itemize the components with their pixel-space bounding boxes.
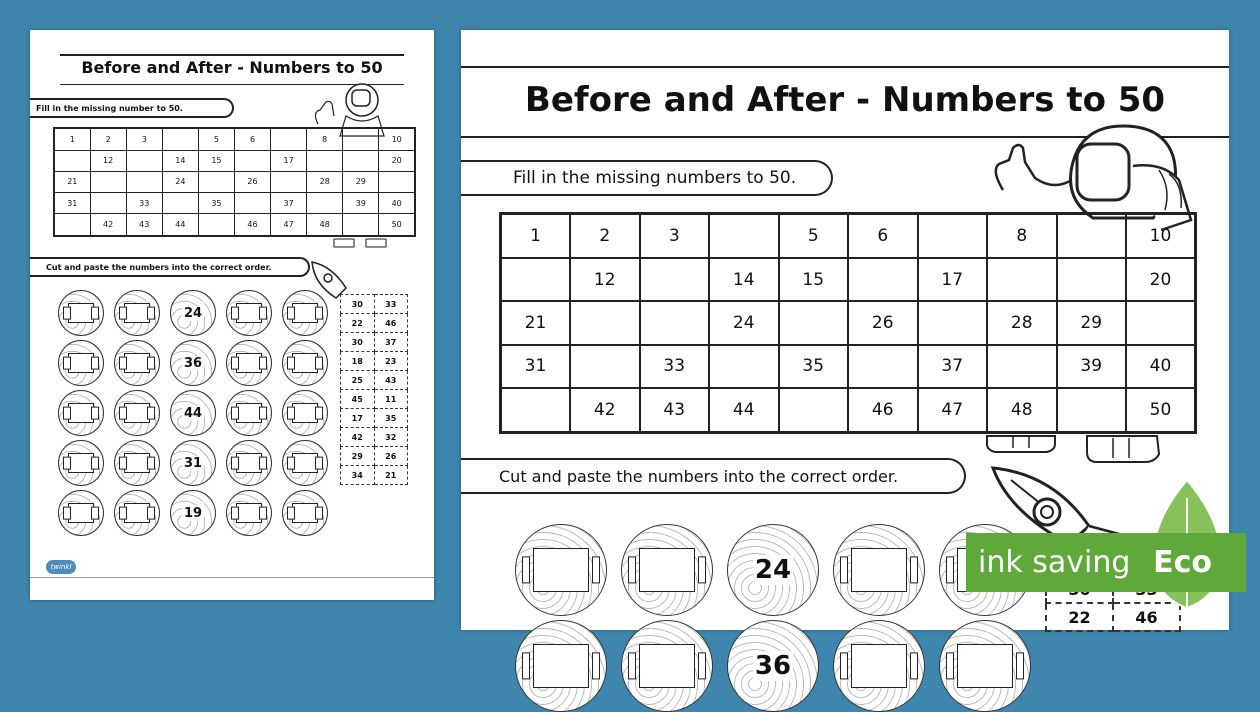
planet-circle xyxy=(282,390,328,436)
planet-circle xyxy=(621,524,713,616)
grid-cell: 33 xyxy=(126,193,162,214)
grid-row xyxy=(54,214,415,236)
grid-cell: 20 xyxy=(1126,258,1196,301)
planet-circle xyxy=(226,440,272,486)
grid-cell-blank xyxy=(779,301,849,344)
box-tab xyxy=(63,457,71,470)
grid-cell: 2 xyxy=(90,128,126,150)
grid-cell: 35 xyxy=(198,193,234,214)
cut-number: 30 xyxy=(341,295,375,314)
box-tab xyxy=(259,307,267,320)
box-tab xyxy=(147,307,155,320)
grid-cell: 24 xyxy=(709,301,779,344)
grid-cell: 12 xyxy=(90,150,126,171)
box-tab xyxy=(63,307,71,320)
planet-circle xyxy=(621,620,713,712)
planet-circle xyxy=(727,524,819,616)
box-tab xyxy=(231,407,239,420)
eco-label: Eco xyxy=(1153,545,1212,580)
box-tab xyxy=(628,652,636,679)
blank-answer-box xyxy=(639,548,695,592)
cut-number: 29 xyxy=(341,447,375,466)
cut-number: 46 xyxy=(1113,603,1180,631)
cut-number: 17 xyxy=(341,409,375,428)
grid-cell-blank xyxy=(987,345,1057,388)
grid-cell: 12 xyxy=(570,258,640,301)
box-tab xyxy=(287,457,295,470)
grid-cell: 37 xyxy=(918,345,988,388)
grid-cell: 8 xyxy=(307,128,343,150)
planet-circle xyxy=(114,340,160,386)
grid-cell-blank xyxy=(501,388,571,432)
grid-cell: 6 xyxy=(234,128,270,150)
number-grid xyxy=(499,212,1197,434)
planet-circle xyxy=(114,390,160,436)
planet-circle xyxy=(58,340,104,386)
grid-cell-blank xyxy=(343,128,379,150)
cut-instruction: Cut and paste the numbers into the correct order. xyxy=(461,458,966,494)
top-rule xyxy=(60,54,404,56)
cut-row xyxy=(341,333,408,352)
grid-cell-blank xyxy=(1057,258,1127,301)
worksheet-title-small: Before and After - Numbers to 50 xyxy=(81,58,383,77)
grid-cell-blank xyxy=(570,301,640,344)
grid-cell-blank xyxy=(379,171,415,192)
grid-cell: 31 xyxy=(501,345,571,388)
planet-circle xyxy=(170,390,216,436)
grid-cell: 48 xyxy=(987,388,1057,432)
box-tab xyxy=(315,357,323,370)
grid-cell-blank xyxy=(343,214,379,236)
cut-number: 30 xyxy=(341,333,375,352)
cut-row xyxy=(341,371,408,390)
box-tab xyxy=(946,652,954,679)
planet-circle xyxy=(58,390,104,436)
grid-cell: 46 xyxy=(848,388,918,432)
box-tab xyxy=(259,507,267,520)
grid-cell-blank xyxy=(234,150,270,171)
grid-row xyxy=(54,150,415,171)
box-tab xyxy=(698,652,706,679)
grid-cell: 15 xyxy=(779,258,849,301)
blank-answer-box xyxy=(851,644,907,688)
grid-cell-blank xyxy=(162,128,198,150)
cut-number: 32 xyxy=(374,428,408,447)
grid-cell: 46 xyxy=(234,214,270,236)
cut-number: 35 xyxy=(374,409,408,428)
fill-instruction: Fill in the missing numbers to 50. xyxy=(461,160,833,196)
planet-circle xyxy=(114,490,160,536)
cut-number: 26 xyxy=(374,447,408,466)
grid-cell: 3 xyxy=(126,128,162,150)
circle-number: 31 xyxy=(183,455,203,471)
grid-row xyxy=(54,193,415,214)
circle-number: 44 xyxy=(183,405,203,421)
cut-number: 43 xyxy=(374,371,408,390)
number-grid-small xyxy=(53,127,416,237)
grid-cell-blank xyxy=(1057,388,1127,432)
grid-row xyxy=(54,128,415,150)
box-tab xyxy=(287,357,295,370)
box-tab xyxy=(63,507,71,520)
cut-row xyxy=(341,352,408,371)
footer-rule xyxy=(30,577,434,578)
grid-cell: 35 xyxy=(779,345,849,388)
grid-cell: 2 xyxy=(570,214,640,258)
twinkl-logo: twinkl xyxy=(46,560,76,574)
worksheet-preview-small xyxy=(30,30,434,600)
grid-cell: 14 xyxy=(162,150,198,171)
grid-cell: 50 xyxy=(1126,388,1196,432)
astronaut-feet-small xyxy=(330,237,390,251)
box-tab xyxy=(315,407,323,420)
cut-row xyxy=(341,447,408,466)
grid-cell-blank xyxy=(234,193,270,214)
cut-instruction-small: Cut and paste the numbers into the correct order. xyxy=(30,257,310,277)
cut-number: 22 xyxy=(341,314,375,333)
grid-cell: 42 xyxy=(570,388,640,432)
grid-cell: 44 xyxy=(162,214,198,236)
grid-cell: 21 xyxy=(54,171,90,192)
box-tab xyxy=(840,652,848,679)
planet-circle xyxy=(226,340,272,386)
grid-cell: 43 xyxy=(126,214,162,236)
box-tab xyxy=(63,357,71,370)
grid-cell-blank xyxy=(198,171,234,192)
grid-cell: 47 xyxy=(271,214,307,236)
box-tab xyxy=(628,556,636,583)
grid-cell: 15 xyxy=(198,150,234,171)
grid-cell-blank xyxy=(640,258,710,301)
planet-circle xyxy=(58,490,104,536)
box-tab xyxy=(119,407,127,420)
grid-cell-blank xyxy=(779,388,849,432)
planet-circle xyxy=(170,440,216,486)
box-tab xyxy=(231,357,239,370)
cut-row xyxy=(341,314,408,333)
box-tab xyxy=(910,652,918,679)
box-tab xyxy=(315,457,323,470)
grid-cell: 1 xyxy=(54,128,90,150)
grid-cell-blank xyxy=(271,128,307,150)
box-tab xyxy=(119,507,127,520)
planet-circle xyxy=(282,340,328,386)
grid-cell: 3 xyxy=(640,214,710,258)
grid-cell: 10 xyxy=(1126,214,1196,258)
box-tab xyxy=(315,507,323,520)
cut-number: 42 xyxy=(341,428,375,447)
grid-cell: 24 xyxy=(162,171,198,192)
grid-cell-blank xyxy=(271,171,307,192)
planet-circle xyxy=(282,290,328,336)
grid-cell-blank xyxy=(709,214,779,258)
grid-cell: 14 xyxy=(709,258,779,301)
box-tab xyxy=(119,457,127,470)
planet-circle xyxy=(282,490,328,536)
blank-answer-box xyxy=(639,644,695,688)
cut-number: 21 xyxy=(374,466,408,485)
planet-circle xyxy=(833,620,925,712)
planet-circle xyxy=(58,440,104,486)
grid-cell: 40 xyxy=(379,193,415,214)
grid-cell-blank xyxy=(848,345,918,388)
grid-cell: 26 xyxy=(848,301,918,344)
grid-cell: 17 xyxy=(271,150,307,171)
cut-number: 18 xyxy=(341,352,375,371)
blank-answer-box xyxy=(533,548,589,592)
planet-circle xyxy=(226,490,272,536)
box-tab xyxy=(147,507,155,520)
box-tab xyxy=(522,652,530,679)
grid-cell: 43 xyxy=(640,388,710,432)
grid-cell: 29 xyxy=(343,171,379,192)
cut-number: 25 xyxy=(341,371,375,390)
cut-row xyxy=(341,466,408,485)
grid-cell-blank xyxy=(343,150,379,171)
grid-cell: 39 xyxy=(1057,345,1127,388)
grid-cell: 31 xyxy=(54,193,90,214)
grid-cell-blank xyxy=(1057,214,1127,258)
grid-row xyxy=(501,301,1196,344)
box-tab xyxy=(231,307,239,320)
worksheet-title: Before and After - Numbers to 50 xyxy=(524,80,1166,120)
box-tab xyxy=(287,507,295,520)
grid-cell-blank xyxy=(90,193,126,214)
box-tab xyxy=(147,357,155,370)
grid-cell: 1 xyxy=(501,214,571,258)
grid-cell: 10 xyxy=(379,128,415,150)
box-tab xyxy=(91,407,99,420)
grid-cell: 37 xyxy=(271,193,307,214)
box-tab xyxy=(147,457,155,470)
box-tab xyxy=(91,507,99,520)
ink-saving-label: ink saving xyxy=(978,545,1131,580)
grid-cell: 28 xyxy=(307,171,343,192)
planet-circle xyxy=(515,524,607,616)
cut-number: 37 xyxy=(374,333,408,352)
box-tab xyxy=(592,652,600,679)
grid-cell: 21 xyxy=(501,301,571,344)
grid-cell-blank xyxy=(709,345,779,388)
box-tab xyxy=(147,407,155,420)
grid-row xyxy=(501,388,1196,432)
grid-cell-blank xyxy=(848,258,918,301)
planet-circle xyxy=(939,620,1031,712)
blank-answer-box xyxy=(957,644,1013,688)
grid-cell-blank xyxy=(126,171,162,192)
box-tab xyxy=(698,556,706,583)
grid-cell: 50 xyxy=(379,214,415,236)
grid-cell-blank xyxy=(162,193,198,214)
circle-number: 19 xyxy=(183,505,203,521)
grid-cell-blank xyxy=(307,193,343,214)
planet-circle xyxy=(114,440,160,486)
cut-number: 11 xyxy=(374,390,408,409)
circle-number: 24 xyxy=(183,305,203,321)
grid-row xyxy=(54,171,415,192)
box-tab xyxy=(522,556,530,583)
planet-circle xyxy=(170,490,216,536)
cut-number: 23 xyxy=(374,352,408,371)
cut-row xyxy=(341,409,408,428)
box-tab xyxy=(946,556,954,583)
cut-row xyxy=(341,428,408,447)
grid-cell: 48 xyxy=(307,214,343,236)
box-tab xyxy=(910,556,918,583)
grid-cell: 44 xyxy=(709,388,779,432)
grid-row xyxy=(501,258,1196,301)
cut-number: 34 xyxy=(341,466,375,485)
grid-cell: 28 xyxy=(987,301,1057,344)
box-tab xyxy=(1016,652,1024,679)
planet-circle xyxy=(114,290,160,336)
grid-cell: 26 xyxy=(234,171,270,192)
cut-number: 45 xyxy=(341,390,375,409)
grid-cell: 29 xyxy=(1057,301,1127,344)
grid-cell-blank xyxy=(987,258,1057,301)
grid-cell-blank xyxy=(640,301,710,344)
grid-cell: 5 xyxy=(779,214,849,258)
grid-cell: 39 xyxy=(343,193,379,214)
planet-circle xyxy=(58,290,104,336)
box-tab xyxy=(287,307,295,320)
cut-row xyxy=(341,295,408,314)
cut-number: 46 xyxy=(374,314,408,333)
grid-cell: 5 xyxy=(198,128,234,150)
grid-cell-blank xyxy=(918,301,988,344)
planet-circle xyxy=(833,524,925,616)
planet-circle xyxy=(515,620,607,712)
grid-cell: 6 xyxy=(848,214,918,258)
box-tab xyxy=(592,556,600,583)
grid-cell-blank xyxy=(501,258,571,301)
top-rule xyxy=(461,66,1229,68)
grid-cell-blank xyxy=(307,150,343,171)
grid-cell: 20 xyxy=(379,150,415,171)
box-tab xyxy=(840,556,848,583)
planet-circle xyxy=(170,290,216,336)
grid-cell-blank xyxy=(90,171,126,192)
cut-row xyxy=(341,390,408,409)
grid-cell-blank xyxy=(198,214,234,236)
box-tab xyxy=(259,357,267,370)
box-tab xyxy=(91,307,99,320)
grid-cell-blank xyxy=(54,214,90,236)
circle-number: 24 xyxy=(754,555,792,585)
cut-number: 22 xyxy=(1046,603,1113,631)
box-tab xyxy=(119,307,127,320)
blank-answer-box xyxy=(533,644,589,688)
box-tab xyxy=(63,407,71,420)
cut-out-numbers-small xyxy=(340,294,408,485)
box-tab xyxy=(119,357,127,370)
grid-cell: 42 xyxy=(90,214,126,236)
planet-circle xyxy=(727,620,819,712)
grid-cell-blank xyxy=(1126,301,1196,344)
circle-number: 36 xyxy=(754,651,792,681)
circle-number: 36 xyxy=(183,355,203,371)
box-tab xyxy=(259,407,267,420)
grid-cell: 33 xyxy=(640,345,710,388)
grid-row xyxy=(501,345,1196,388)
grid-cell: 17 xyxy=(918,258,988,301)
blank-answer-box xyxy=(851,548,907,592)
box-tab xyxy=(259,457,267,470)
box-tab xyxy=(231,507,239,520)
grid-cell-blank xyxy=(918,214,988,258)
box-tab xyxy=(91,457,99,470)
ink-saving-badge xyxy=(966,533,1246,592)
grid-cell-blank xyxy=(126,150,162,171)
box-tab xyxy=(315,307,323,320)
box-tab xyxy=(91,357,99,370)
planet-circle xyxy=(282,440,328,486)
grid-cell-blank xyxy=(570,345,640,388)
fill-instruction-small: Fill in the missing number to 50. xyxy=(30,98,234,118)
grid-row xyxy=(501,214,1196,258)
grid-cell-blank xyxy=(54,150,90,171)
grid-cell: 40 xyxy=(1126,345,1196,388)
box-tab xyxy=(231,457,239,470)
box-tab xyxy=(287,407,295,420)
grid-cell: 8 xyxy=(987,214,1057,258)
planet-circle xyxy=(226,390,272,436)
grid-cell: 47 xyxy=(918,388,988,432)
cut-number: 33 xyxy=(374,295,408,314)
planet-circle xyxy=(170,340,216,386)
planet-circle xyxy=(226,290,272,336)
